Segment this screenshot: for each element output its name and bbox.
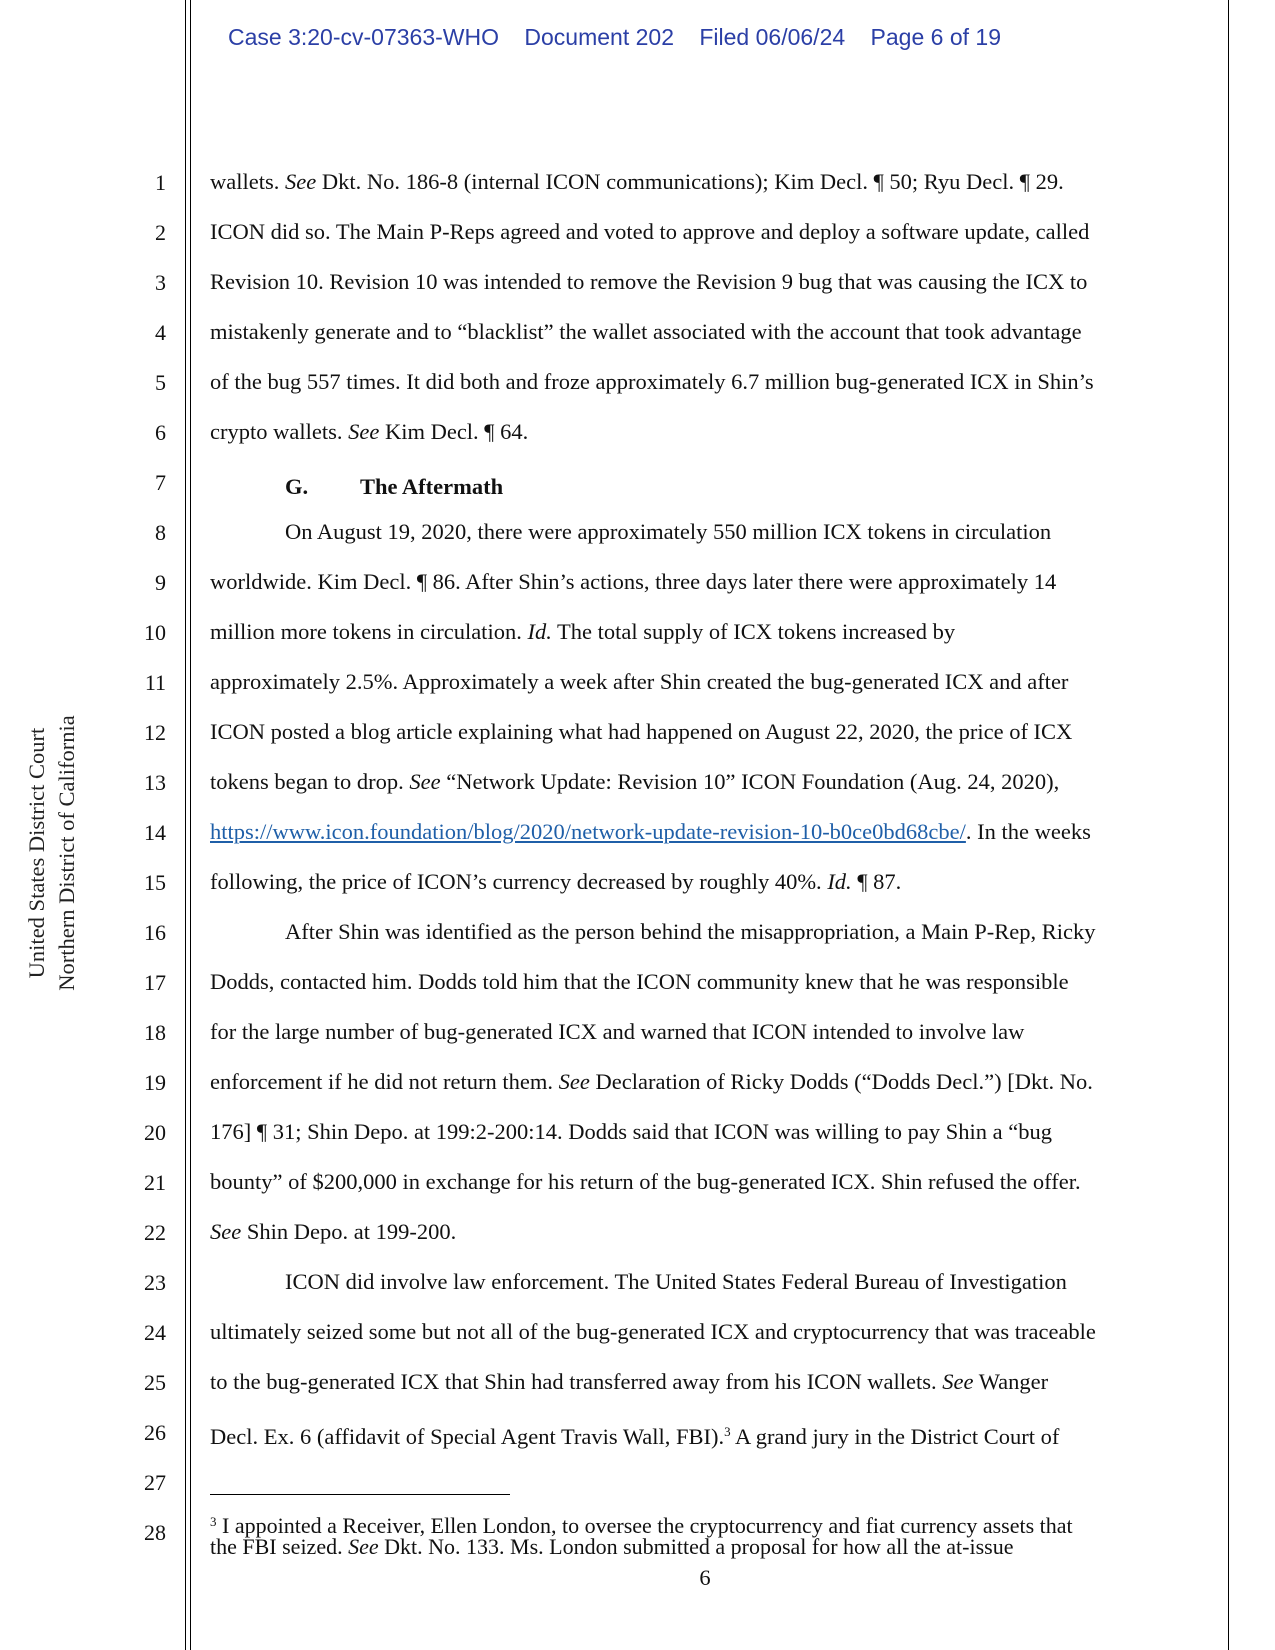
line-number: 27 bbox=[144, 1470, 166, 1495]
line-number: 21 bbox=[144, 1170, 166, 1195]
line-number: 15 bbox=[144, 870, 166, 895]
line-number: 1 bbox=[155, 170, 166, 195]
text-line: mistakenly generate and to “blacklist” the wallet associated with the account that took advantage bbox=[210, 319, 1082, 344]
text-line: https://www.icon.foundation/blog/2020/network-update-revision-10-b0ce0bd68cbe/. In the weeks bbox=[210, 819, 1091, 844]
text-line: Revision 10. Revision 10 was intended to remove the Revision 9 bug that was causing the ICX to bbox=[210, 269, 1088, 294]
text-line: for the large number of bug-generated ICX and warned that ICON intended to involve law bbox=[210, 1019, 1025, 1044]
line-number: 14 bbox=[144, 820, 166, 845]
text-line: of the bug 557 times. It did both and froze approximately 6.7 million bug-generated ICX in Shin’s bbox=[210, 369, 1094, 394]
text-line: Decl. Ex. 6 (affidavit of Special Agent Travis Wall, FBI).$^3$ A grand jury in the District Court of bbox=[210, 1424, 1060, 1449]
page-indicator: Page 6 of 19 bbox=[870, 24, 1001, 50]
section-heading bbox=[285, 474, 503, 500]
text-line: approximately 2.5%. Approximately a week after Shin created the bug-generated ICX and after bbox=[210, 669, 1069, 694]
text-line: worldwide. Kim Decl. ¶ 86. After Shin’s actions, three days later there were approximately 14 bbox=[210, 569, 1057, 594]
line-number: 2 bbox=[155, 220, 166, 245]
text-line: On August 19, 2020, there were approximately 550 million ICX tokens in circulation bbox=[285, 519, 1052, 544]
case-header bbox=[228, 24, 1020, 51]
line-number: 22 bbox=[144, 1220, 166, 1245]
margin-rule-left-outer bbox=[185, 0, 186, 1650]
text-line: ICON did involve law enforcement. The United States Federal Bureau of Investigation bbox=[285, 1269, 1067, 1294]
case-number: Case 3:20-cv-07363-WHO bbox=[228, 24, 499, 50]
section-letter: G. bbox=[285, 474, 309, 499]
line-number: 26 bbox=[144, 1420, 166, 1445]
line-number: 16 bbox=[144, 920, 166, 945]
line-number: 20 bbox=[144, 1120, 166, 1145]
text-line: See Shin Depo. at 199-200. bbox=[210, 1219, 457, 1244]
margin-rule-right bbox=[1228, 0, 1229, 1650]
footnote-line: the FBI seized. See Dkt. No. 133. Ms. London submitted a proposal for how all the at-issue bbox=[210, 1534, 1014, 1559]
line-number: 12 bbox=[144, 720, 166, 745]
text-line: ultimately seized some but not all of the bug-generated ICX and cryptocurrency that was traceable bbox=[210, 1319, 1096, 1344]
line-number: 17 bbox=[144, 970, 166, 995]
line-number: 5 bbox=[155, 370, 166, 395]
line-number: 25 bbox=[144, 1370, 166, 1395]
line-number: 18 bbox=[144, 1020, 166, 1045]
section-title: The Aftermath bbox=[360, 474, 504, 499]
line-number: 9 bbox=[155, 570, 166, 595]
line-number: 10 bbox=[144, 620, 166, 645]
line-number: 23 bbox=[144, 1270, 166, 1295]
court-sidebar bbox=[22, 698, 86, 1008]
footnote-ref: 3 bbox=[724, 1424, 731, 1439]
text-line: million more tokens in circulation. Id. The total supply of ICX tokens increased by bbox=[210, 619, 956, 644]
text-line: to the bug-generated ICX that Shin had transferred away from his ICON wallets. See Wanger bbox=[210, 1369, 1049, 1394]
line-number: 6 bbox=[155, 420, 166, 445]
text-line: bounty” of $200,000 in exchange for his return of the bug-generated ICX. Shin refused the offer. bbox=[210, 1169, 1081, 1194]
footnote-line: $^3$ I appointed a Receiver, Ellen London, to oversee the cryptocurrency and fiat currency assets that bbox=[210, 1513, 1073, 1538]
line-number: 7 bbox=[155, 470, 166, 495]
district-name: Northern District of California bbox=[54, 715, 79, 991]
text-line: enforcement if he did not return them. See Declaration of Ricky Dodds (“Dodds Decl.”) [Dkt. No. bbox=[210, 1069, 1093, 1094]
text-line: wallets. See Dkt. No. 186-8 (internal ICON communications); Kim Decl. ¶ 50; Ryu Decl. ¶ 29. bbox=[210, 169, 1064, 194]
line-number: 24 bbox=[144, 1320, 166, 1345]
margin-rule-left-inner bbox=[190, 0, 191, 1650]
document-number: Document 202 bbox=[524, 24, 674, 50]
line-number: 19 bbox=[144, 1070, 166, 1095]
footnote-number: 3 bbox=[210, 1514, 217, 1529]
line-number: 28 bbox=[144, 1520, 166, 1545]
line-number: 8 bbox=[155, 520, 166, 545]
page-number: 6 bbox=[699, 1565, 711, 1590]
text-line: ICON posted a blog article explaining what had happened on August 22, 2020, the price of ICX bbox=[210, 719, 1073, 744]
line-number: 13 bbox=[144, 770, 166, 795]
text-line: following, the price of ICON’s currency decreased by roughly 40%. Id. ¶ 87. bbox=[210, 869, 902, 894]
line-number: 3 bbox=[155, 270, 166, 295]
line-number: 4 bbox=[155, 320, 166, 345]
text-line: Dodds, contacted him. Dodds told him that the ICON community knew that he was responsible bbox=[210, 969, 1069, 994]
text-line: ICON did so. The Main P-Reps agreed and voted to approve and deploy a software update, called bbox=[210, 219, 1090, 244]
blog-link[interactable]: https://www.icon.foundation/blog/2020/network-update-revision-10-b0ce0bd68cbe/ bbox=[210, 819, 966, 844]
text-line: After Shin was identified as the person behind the misappropriation, a Main P-Rep, Ricky bbox=[285, 919, 1096, 944]
footnote-divider bbox=[210, 1494, 510, 1495]
text-line: 176] ¶ 31; Shin Depo. at 199:2-200:14. Dodds said that ICON was willing to pay Shin a “bug bbox=[210, 1119, 1053, 1144]
text-line: tokens began to drop. See “Network Update: Revision 10” ICON Foundation (Aug. 24, 2020), bbox=[210, 769, 1060, 794]
court-name: United States District Court bbox=[24, 727, 49, 979]
filed-date: Filed 06/06/24 bbox=[699, 24, 846, 50]
line-number: 11 bbox=[144, 670, 166, 695]
text-line: crypto wallets. See Kim Decl. ¶ 64. bbox=[210, 419, 529, 444]
